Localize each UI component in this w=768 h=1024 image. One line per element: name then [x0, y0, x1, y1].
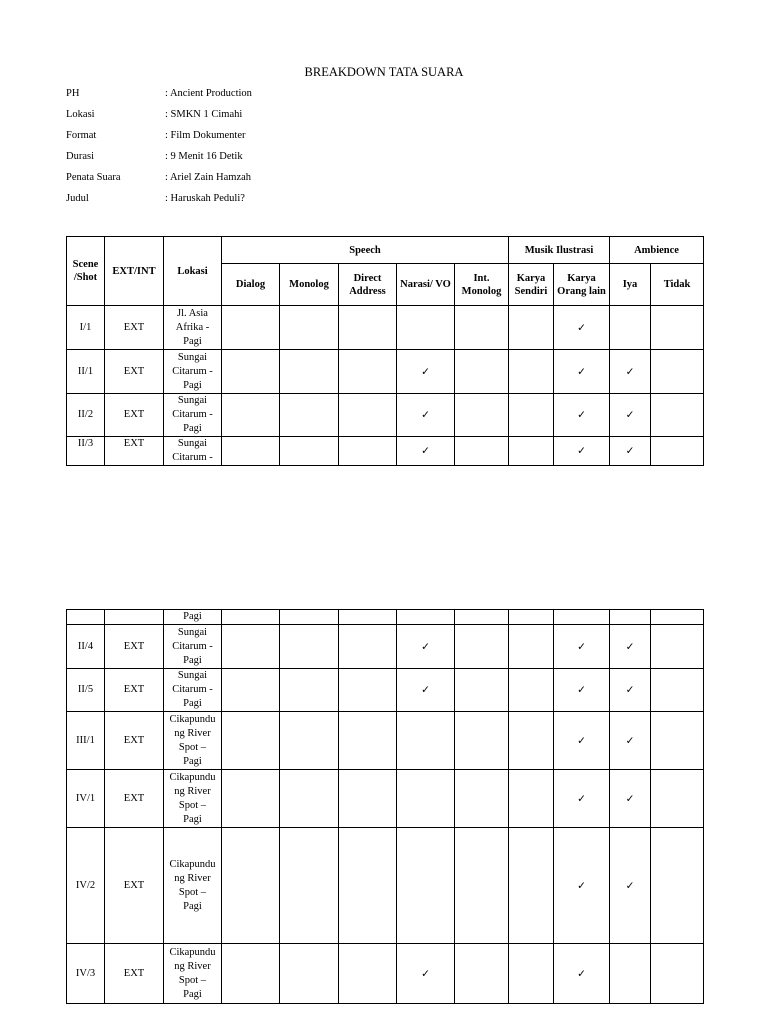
cell-tidak [651, 828, 704, 944]
header-direct-address: Direct Address [339, 264, 397, 306]
cell-monolog [280, 669, 339, 712]
scene-cell: IV/2 [67, 828, 105, 944]
info-row-ph [66, 87, 486, 108]
cell-int-monolog [455, 944, 509, 1004]
lokasi-line: Pagi [183, 813, 202, 825]
cell-dialog [222, 610, 280, 625]
header-row-groups [67, 237, 704, 264]
cell-tidak [651, 394, 704, 437]
cell-direct-address [339, 437, 397, 466]
cell-karya-sendiri [509, 712, 554, 770]
cell-int-monolog [455, 306, 509, 350]
cell-int-monolog [455, 610, 509, 625]
cell-karya-sendiri [509, 669, 554, 712]
scene-cell: II/2 [67, 394, 105, 437]
lokasi-line: ng River [174, 960, 211, 972]
lokasi-line: ng River [174, 785, 211, 797]
cell-karya-sendiri [509, 610, 554, 625]
cell-monolog [280, 437, 339, 466]
lokasi-line: Sungai [177, 670, 208, 681]
cell-iya: ✓ [610, 394, 651, 437]
lokasi-line: Citarum - [172, 452, 213, 463]
ext-int-cell: EXT [105, 306, 164, 350]
cell-int-monolog [455, 770, 509, 828]
scene-cell [67, 610, 105, 625]
info-row-lokasi [66, 108, 486, 129]
lokasi-line: Spot – [178, 886, 207, 898]
info-row-judul [66, 192, 486, 213]
lokasi-line: ng River [174, 872, 211, 884]
info-label: Judul [66, 193, 89, 204]
cell-direct-address [339, 625, 397, 669]
cell-monolog [280, 306, 339, 350]
cell-iya: ✓ [610, 712, 651, 770]
ext-int-cell: EXT [105, 394, 164, 437]
header-tidak: Tidak [651, 264, 704, 306]
cell-narasi-vo [397, 610, 455, 625]
cell-karya-sendiri [509, 437, 554, 466]
cell-karya-orang-lain [554, 610, 610, 625]
cell-tidak [651, 437, 704, 466]
lokasi-line: Spot – [178, 799, 207, 811]
lokasi-line: Citarum - [172, 409, 213, 420]
scene-cell: II/3 [67, 437, 105, 466]
cell-karya-sendiri [509, 828, 554, 944]
cell-int-monolog [455, 712, 509, 770]
info-value: : Haruskah Peduli? [165, 193, 245, 204]
lokasi-line: Cikapundu [169, 713, 216, 725]
cell-direct-address [339, 306, 397, 350]
lokasi-cell [164, 306, 222, 350]
cell-dialog [222, 770, 280, 828]
lokasi-cell [164, 437, 222, 466]
cell-narasi-vo: ✓ [397, 669, 455, 712]
lokasi-line: Sungai [177, 351, 208, 363]
table-row [67, 828, 704, 944]
cell-int-monolog [455, 828, 509, 944]
lokasi-line: Cikapundu [169, 946, 216, 958]
cell-direct-address [339, 828, 397, 944]
info-value: : 9 Menit 16 Detik [165, 151, 243, 162]
table-row [67, 625, 704, 669]
cell-narasi-vo [397, 712, 455, 770]
lokasi-line: Jl. Asia [177, 307, 208, 319]
header-dialog: Dialog [222, 264, 280, 306]
lokasi-line: Spot – [178, 741, 207, 753]
info-label: Penata Suara [66, 172, 121, 183]
cell-tidak [651, 610, 704, 625]
cell-monolog [280, 828, 339, 944]
cell-tidak [651, 712, 704, 770]
lokasi-cell [164, 350, 222, 394]
header-group-speech: Speech [222, 237, 509, 264]
lokasi-line: Pagi [183, 654, 202, 666]
cell-karya-sendiri [509, 350, 554, 394]
cell-direct-address [339, 770, 397, 828]
cell-narasi-vo: ✓ [397, 350, 455, 394]
table-row [67, 306, 704, 350]
cell-dialog [222, 306, 280, 350]
cell-karya-orang-lain: ✓ [554, 944, 610, 1004]
lokasi-line: Cikapundu [169, 771, 216, 783]
cell-dialog [222, 944, 280, 1004]
cell-dialog [222, 712, 280, 770]
cell-tidak [651, 350, 704, 394]
lokasi-line: Citarum - [172, 640, 213, 652]
cell-direct-address [339, 394, 397, 437]
cell-iya: ✓ [610, 437, 651, 466]
cell-monolog [280, 610, 339, 625]
ext-int-cell: EXT [105, 437, 164, 466]
lokasi-line: Cikapundu [169, 858, 216, 870]
cell-direct-address [339, 669, 397, 712]
lokasi-line: Spot – [178, 974, 207, 986]
table-page-2 [66, 609, 704, 1004]
cell-int-monolog [455, 350, 509, 394]
cell-int-monolog [455, 625, 509, 669]
lokasi-line: ng River [174, 727, 211, 739]
cell-karya-sendiri [509, 394, 554, 437]
cell-karya-orang-lain: ✓ [554, 625, 610, 669]
info-label: Lokasi [66, 109, 95, 120]
cell-narasi-vo [397, 828, 455, 944]
lokasi-line: Pagi [183, 900, 202, 912]
cell-tidak [651, 306, 704, 350]
header-karya-orang-lain: Karya Orang lain [554, 264, 610, 306]
ext-int-cell: EXT [105, 828, 164, 944]
cell-narasi-vo: ✓ [397, 625, 455, 669]
lokasi-line: Pagi [183, 379, 202, 391]
lokasi-cell [164, 828, 222, 944]
cell-monolog [280, 394, 339, 437]
info-value: : Film Dokumenter [165, 130, 246, 141]
scene-cell: III/1 [67, 712, 105, 770]
cell-dialog [222, 350, 280, 394]
ext-int-cell: EXT [105, 625, 164, 669]
lokasi-line: Citarum - [172, 684, 213, 695]
table-row [67, 437, 704, 466]
cell-monolog [280, 944, 339, 1004]
header-group-musik-ilustrasi: Musik Ilustrasi [509, 237, 610, 264]
cell-iya: ✓ [610, 669, 651, 712]
cell-karya-sendiri [509, 625, 554, 669]
scene-cell: II/1 [67, 350, 105, 394]
ext-int-cell: EXT [105, 770, 164, 828]
cell-iya: ✓ [610, 625, 651, 669]
scene-cell: IV/3 [67, 944, 105, 1004]
cell-monolog [280, 350, 339, 394]
lokasi-line: Pagi [183, 755, 202, 767]
table-row [67, 944, 704, 1004]
cell-monolog [280, 712, 339, 770]
header-ext-int: EXT/INT [105, 237, 164, 306]
ext-int-cell: EXT [105, 944, 164, 1004]
table-row [67, 610, 704, 625]
lokasi-line: Pagi [183, 335, 202, 347]
cell-direct-address [339, 944, 397, 1004]
scene-cell: I/1 [67, 306, 105, 350]
info-value: : Ancient Production [165, 88, 252, 99]
header-iya: Iya [610, 264, 651, 306]
header-narasi-vo: Narasi/ VO [397, 264, 455, 306]
header-lokasi: Lokasi [164, 237, 222, 306]
lokasi-line: Pagi [183, 698, 202, 709]
cell-int-monolog [455, 394, 509, 437]
cell-karya-sendiri [509, 306, 554, 350]
lokasi-line: Sungai [177, 438, 208, 449]
cell-dialog [222, 625, 280, 669]
table-row [67, 712, 704, 770]
lokasi-line: Pagi [183, 611, 202, 622]
lokasi-cell [164, 770, 222, 828]
header-group-ambience: Ambience [610, 237, 704, 264]
info-label: PH [66, 88, 80, 99]
cell-narasi-vo [397, 306, 455, 350]
lokasi-cell [164, 944, 222, 1004]
lokasi-line: Citarum - [172, 365, 213, 377]
cell-karya-orang-lain: ✓ [554, 712, 610, 770]
cell-direct-address [339, 712, 397, 770]
scene-cell: IV/1 [67, 770, 105, 828]
cell-narasi-vo: ✓ [397, 944, 455, 1004]
cell-narasi-vo: ✓ [397, 437, 455, 466]
cell-karya-orang-lain: ✓ [554, 828, 610, 944]
header-scene-shot: Scene /Shot [67, 237, 105, 306]
cell-karya-orang-lain: ✓ [554, 669, 610, 712]
cell-dialog [222, 437, 280, 466]
header-monolog: Monolog [280, 264, 339, 306]
cell-narasi-vo [397, 770, 455, 828]
table-row [67, 770, 704, 828]
cell-int-monolog [455, 437, 509, 466]
table-row [67, 350, 704, 394]
cell-iya: ✓ [610, 350, 651, 394]
lokasi-line: Sungai [177, 626, 208, 638]
ext-int-cell: EXT [105, 712, 164, 770]
lokasi-line: Pagi [183, 423, 202, 434]
header-karya-sendiri: Karya Sendiri [509, 264, 554, 306]
cell-karya-orang-lain: ✓ [554, 437, 610, 466]
info-value: : SMKN 1 Cimahi [165, 109, 243, 120]
table-row [67, 394, 704, 437]
lokasi-cell [164, 712, 222, 770]
info-label: Durasi [66, 151, 94, 162]
cell-karya-sendiri [509, 944, 554, 1004]
ext-int-cell [105, 610, 164, 625]
cell-karya-sendiri [509, 770, 554, 828]
cell-tidak [651, 669, 704, 712]
cell-karya-orang-lain: ✓ [554, 306, 610, 350]
cell-iya [610, 610, 651, 625]
cell-iya: ✓ [610, 770, 651, 828]
info-block [66, 87, 486, 213]
cell-karya-orang-lain: ✓ [554, 770, 610, 828]
cell-dialog [222, 828, 280, 944]
info-value: : Ariel Zain Hamzah [165, 172, 252, 183]
cell-iya: ✓ [610, 828, 651, 944]
cell-narasi-vo: ✓ [397, 394, 455, 437]
lokasi-line: Afrika - [175, 321, 210, 333]
cell-tidak [651, 770, 704, 828]
cell-dialog [222, 394, 280, 437]
scene-cell: II/4 [67, 625, 105, 669]
cell-dialog [222, 669, 280, 712]
lokasi-cell [164, 669, 222, 712]
lokasi-cell [164, 394, 222, 437]
table-page-1 [66, 236, 704, 466]
ext-int-cell: EXT [105, 350, 164, 394]
header-int-monolog: Int. Monolog [455, 264, 509, 306]
cell-karya-orang-lain: ✓ [554, 394, 610, 437]
cell-tidak [651, 625, 704, 669]
lokasi-line: Sungai [177, 395, 208, 406]
ext-int-cell: EXT [105, 669, 164, 712]
cell-monolog [280, 770, 339, 828]
cell-monolog [280, 625, 339, 669]
cell-iya [610, 306, 651, 350]
document-title: BREAKDOWN TATA SUARA [304, 65, 464, 79]
cell-direct-address [339, 610, 397, 625]
cell-karya-orang-lain: ✓ [554, 350, 610, 394]
lokasi-line: Pagi [183, 988, 202, 1000]
info-row-format [66, 129, 486, 150]
cell-int-monolog [455, 669, 509, 712]
info-row-durasi [66, 150, 486, 171]
info-row-penata-suara [66, 171, 486, 192]
cell-iya [610, 944, 651, 1004]
scene-cell: II/5 [67, 669, 105, 712]
cell-direct-address [339, 350, 397, 394]
lokasi-cell [164, 610, 222, 625]
cell-tidak [651, 944, 704, 1004]
table-row [67, 669, 704, 712]
lokasi-cell [164, 625, 222, 669]
info-label: Format [66, 130, 97, 141]
